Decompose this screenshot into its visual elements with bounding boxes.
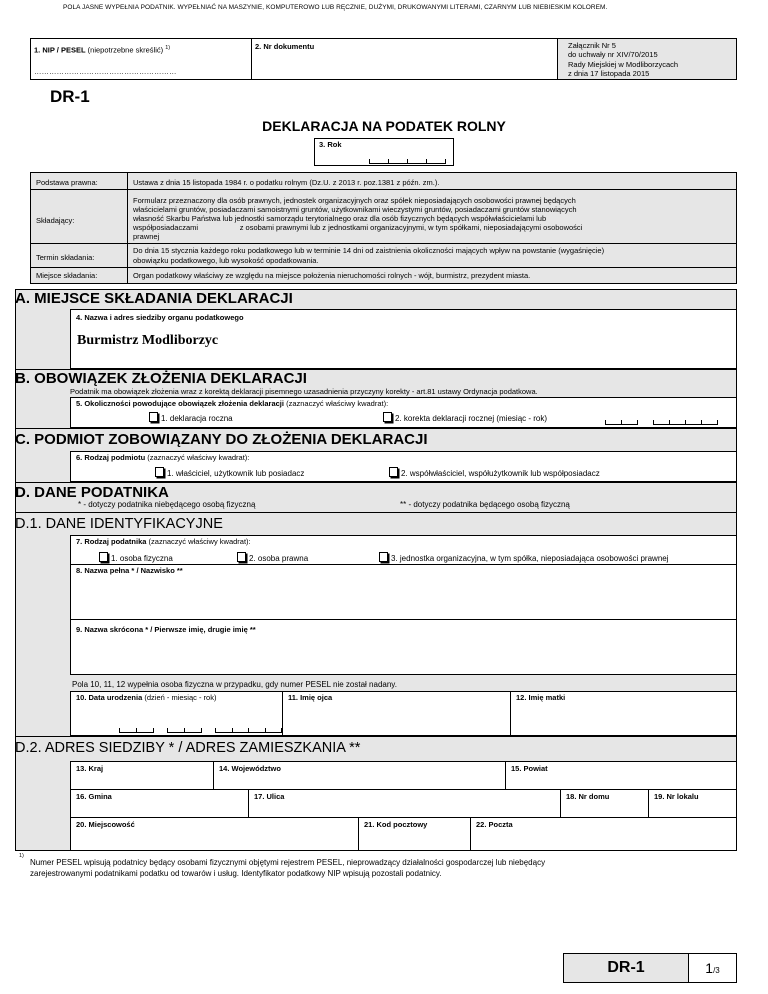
option-co-owner[interactable] [389, 467, 600, 478]
checkbox-icon[interactable] [379, 552, 388, 562]
day-comb [119, 728, 154, 733]
field-9-label: 9. Nazwa skrócona * / Pierwsze imię, drugie imię ** [76, 625, 256, 634]
footer-code: DR-1 [607, 959, 645, 976]
checkbox-icon[interactable] [155, 467, 164, 477]
field-18-label: 18. Nr domu [566, 792, 610, 801]
nip-field[interactable] [30, 38, 252, 80]
field-12-mother-name[interactable] [510, 691, 737, 736]
year-field[interactable] [314, 138, 454, 166]
field-17-street[interactable] [248, 789, 561, 818]
checkbox-icon[interactable] [99, 552, 108, 562]
section-d1-title: D.1. DANE IDENTYFIKACYJNE [15, 516, 223, 532]
option-label: 3. jednostka organizacyjna, w tym spółka, nieposiadająca osobowości prawnej [391, 554, 669, 563]
place-text: Organ podatkowy właściwy ze względu na miejsce położenia nieruchomości rolnych - wójt, burmistrz, prezydent miasta. [133, 271, 531, 280]
field-10-label: 10. Data urodzenia [76, 693, 143, 702]
field-5-label: 5. Okoliczności powodujące obowiązek złożenia deklaracji [76, 399, 284, 408]
form-title: DEKLARACJA NA PODATEK ROLNY [262, 118, 506, 134]
field-19-apartment-number[interactable] [648, 789, 737, 818]
nip-label: 1. NIP / PESEL [34, 45, 86, 55]
checkbox-icon[interactable] [389, 467, 398, 477]
footnote-line: Numer PESEL wpisują podatnicy będący osobami fizycznymi objętymi rejestrem PESEL, nieprowadzący działalności gospodarczej lub niebędący [30, 858, 546, 867]
option-annual-declaration[interactable] [149, 412, 233, 423]
field-6-label: 6. Rodzaj podmiotu [76, 453, 146, 462]
option-label: 2. współwłaściciel, współużytkownik lub współposiadacz [401, 469, 600, 478]
field-17-label: 17. Ulica [254, 792, 285, 801]
info-table [30, 172, 737, 284]
option-label: 2. osoba prawna [249, 554, 309, 563]
option-label: 1. deklaracja roczna [161, 414, 233, 423]
month-comb [167, 728, 202, 733]
field-8-label: 8. Nazwa pełna * / Nazwisko ** [76, 566, 183, 575]
section-c-title: C. PODMIOT ZOBOWIĄZANY DO ZŁOŻENIA DEKLARACJI [15, 431, 428, 448]
section-a-title: A. MIEJSCE SKŁADANIA DEKLARACJI [15, 290, 293, 307]
option-organizational-unit[interactable] [379, 552, 669, 563]
page-number: 1 [705, 960, 714, 976]
field-16-municipality[interactable] [70, 789, 249, 818]
field-10-note: (dzień - miesiąc - rok) [144, 693, 217, 702]
field-22-post-office[interactable] [470, 817, 737, 851]
option-natural-person[interactable] [99, 552, 173, 563]
legal-basis-text: Ustawa z dnia 15 listopada 1984 r. o podatku rolnym (Dz.U. z 2013 r. poz.1381 z późn. zm.). [133, 178, 440, 187]
field-7-note: (zaznaczyć właściwy kwadrat): [148, 537, 251, 546]
field-7-taxpayer-type [70, 535, 737, 565]
year-comb[interactable] [653, 420, 718, 425]
doc-number-label: 2. Nr dokumentu [255, 42, 315, 51]
filer-text-line: własność Skarbu Państwa lub jednostki samorządu terytorialnego oraz dla osób fizycznych będących współwłaścicielami lub [133, 214, 547, 223]
footnote-line: zarejestrowanymi podatnikami podatku od towarów i usług. Identyfikator podatkowy NIP wpisują pozostali podatnicy. [30, 869, 442, 878]
section-b-note: Podatnik ma obowiązek złożenia wraz z korektą deklaracji pisemnego uzasadnienia przyczyny korekty - art.81 ustawy Ordynacja podatkowa. [70, 387, 538, 396]
option-legal-person[interactable] [237, 552, 308, 563]
field-7-label: 7. Rodzaj podatnika [76, 537, 147, 546]
filer-text-line: współposiadaczami z osobami prawnymi lub z jednostkami organizacyjnymi, w tym spółkami, nieposiadającymi osobowości [133, 223, 583, 232]
field-5-circumstances [70, 397, 737, 428]
field-15-county[interactable] [505, 761, 737, 790]
deadline-label: Termin składania: [36, 253, 95, 262]
section-b-title: B. OBOWIĄZEK ZŁOŻENIA DEKLARACJI [15, 370, 307, 387]
field-22-label: 22. Poczta [476, 820, 513, 829]
checkbox-icon[interactable] [383, 412, 392, 422]
year-label: 3. Rok [319, 140, 342, 149]
field-4-value: Burmistrz Modliborzyc [77, 333, 219, 348]
field-15-label: 15. Powiat [511, 764, 548, 773]
field-19-label: 19. Nr lokalu [654, 792, 699, 801]
field-10-birth-date[interactable] [70, 691, 283, 736]
option-correction[interactable] [383, 412, 547, 423]
footnote-marker: 1) [19, 853, 24, 859]
field-6-entity-type [70, 451, 737, 482]
page-number-box [688, 953, 737, 983]
option-label: 1. osoba fizyczna [111, 554, 173, 563]
field-13-country[interactable] [70, 761, 214, 790]
annex-line: do uchwały nr XIV/70/2015 [568, 50, 658, 60]
field-14-voivodeship[interactable] [213, 761, 506, 790]
pesel-note: Pola 10, 11, 12 wypełnia osoba fizyczna w przypadku, gdy numer PESEL nie został nadany. [72, 680, 397, 689]
filer-text-line: Formularz przeznaczony dla osób prawnych, jednostek organizacyjnych oraz spółek nieposiadających osobowości prawnej będących [133, 196, 576, 205]
month-comb[interactable] [605, 420, 638, 425]
field-16-label: 16. Gmina [76, 792, 112, 801]
filer-label: Składający: [36, 216, 75, 225]
field-12-label: 12. Imię matki [516, 693, 566, 702]
annex-line: Załącznik Nr 5 [568, 41, 616, 50]
option-label: 2. korekta deklaracji rocznej (miesiąc - rok) [395, 414, 548, 423]
section-d-note-right: ** - dotyczy podatnika będącego osobą fizyczną [400, 500, 570, 509]
field-6-note: (zaznaczyć właściwy kwadrat): [147, 453, 250, 462]
option-label: 1. właściciel, użytkownik lub posiadacz [167, 469, 305, 478]
legal-basis-label: Podstawa prawna: [36, 178, 98, 187]
year-comb [215, 728, 282, 733]
field-20-locality[interactable] [70, 817, 359, 851]
field-11-label: 11. Imię ojca [288, 693, 333, 702]
field-5-note: (zaznaczyć właściwy kwadrat): [286, 399, 389, 408]
field-14-label: 14. Województwo [219, 764, 281, 773]
filer-text-line: prawnej [133, 232, 160, 241]
section-d2-title: D.2. ADRES SIEDZIBY * / ADRES ZAMIESZKANIA ** [15, 740, 361, 756]
field-21-label: 21. Kod pocztowy [364, 820, 428, 829]
annex-line: z dnia 17 listopada 2015 [568, 68, 650, 78]
filer-text-line: właścicielami gruntów, posiadaczami samoistnymi gruntów, użytkownikami wieczystymi gruntów, posiadaczami gruntów stanowiących [133, 205, 577, 214]
annex-box [557, 38, 737, 80]
page-total: /3 [713, 966, 720, 975]
field-18-house-number[interactable] [560, 789, 649, 818]
section-d-title: D. DANE PODATNIKA [15, 484, 169, 501]
field-9-short-name[interactable] [70, 619, 737, 675]
nip-note: (niepotrzebne skreślić) [87, 45, 164, 55]
field-11-father-name[interactable] [282, 691, 511, 736]
checkbox-icon[interactable] [149, 412, 158, 422]
deadline-text-line: obowiązku podatkowego, lub wysokość opodatkowania. [133, 256, 319, 265]
field-4-tax-office[interactable] [70, 309, 737, 369]
field-20-label: 20. Miejscowość [76, 820, 135, 829]
doc-number-field[interactable] [251, 38, 558, 80]
checkbox-icon[interactable] [237, 552, 246, 562]
form-code: DR-1 [50, 87, 90, 106]
nip-dots: ………………………………………………… [34, 67, 177, 76]
field-13-label: 13. Kraj [76, 764, 104, 773]
annex-line: Rady Miejskiej w Modliborzycach [568, 59, 679, 69]
option-owner[interactable] [155, 467, 304, 478]
deadline-text-line: Do dnia 15 stycznia każdego roku podatkowego lub w terminie 14 dni od zaistnienia okoliczności mających wpływ na powstanie (wygaśnięcie) [133, 246, 605, 255]
footer-code-box [563, 953, 689, 983]
nip-footnote-ref: 1) [165, 45, 171, 51]
section-d-note-left: * - dotyczy podatnika niebędącego osobą fizyczną [78, 500, 256, 509]
top-instruction: POLA JASNE WYPEŁNIA PODATNIK. WYPEŁNIAĆ NA MASZYNIE, KOMPUTEROWO LUB RĘCZNIE, DUŻYMI, DRUKOWANYMI LITERAMI, CZARNYM LUB NIEBIESKIM KOLOREM. [63, 4, 608, 11]
year-comb [369, 159, 446, 164]
field-4-label: 4. Nazwa i adres siedziby organu podatkowego [76, 313, 244, 322]
place-label: Miejsce składania: [36, 271, 98, 280]
field-8-full-name[interactable] [70, 564, 737, 620]
field-21-postal-code[interactable] [358, 817, 471, 851]
